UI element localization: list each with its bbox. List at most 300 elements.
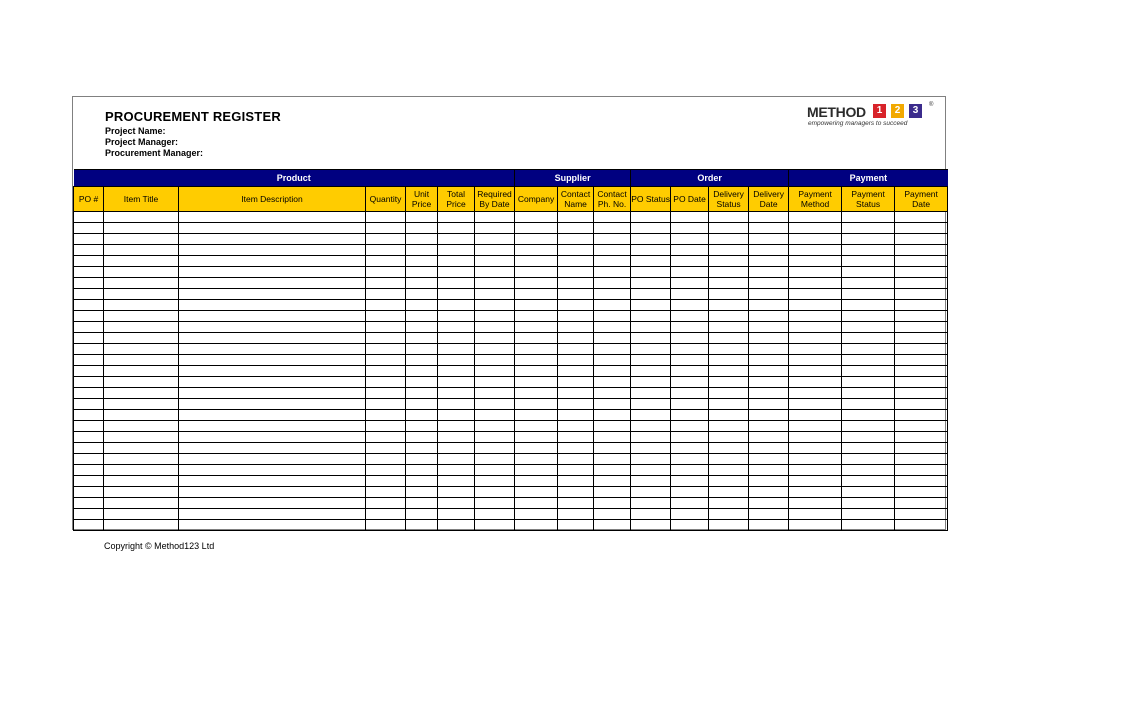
table-cell[interactable]: [74, 311, 104, 322]
table-cell[interactable]: [594, 344, 631, 355]
table-cell[interactable]: [594, 267, 631, 278]
table-cell[interactable]: [631, 498, 671, 509]
table-cell[interactable]: [671, 322, 709, 333]
table-cell[interactable]: [558, 399, 594, 410]
table-cell[interactable]: [671, 520, 709, 531]
table-cell[interactable]: [709, 223, 749, 234]
table-cell[interactable]: [438, 234, 475, 245]
table-cell[interactable]: [558, 388, 594, 399]
table-cell[interactable]: [671, 410, 709, 421]
table-cell[interactable]: [709, 465, 749, 476]
table-cell[interactable]: [631, 476, 671, 487]
table-cell[interactable]: [594, 366, 631, 377]
table-cell[interactable]: [475, 355, 515, 366]
table-cell[interactable]: [895, 388, 948, 399]
table-cell[interactable]: [789, 377, 842, 388]
table-cell[interactable]: [594, 509, 631, 520]
table-cell[interactable]: [179, 355, 366, 366]
table-cell[interactable]: [104, 278, 179, 289]
table-cell[interactable]: [558, 267, 594, 278]
table-cell[interactable]: [842, 399, 895, 410]
table-cell[interactable]: [558, 223, 594, 234]
table-cell[interactable]: [104, 476, 179, 487]
table-cell[interactable]: [438, 432, 475, 443]
table-cell[interactable]: [406, 465, 438, 476]
table-cell[interactable]: [438, 256, 475, 267]
table-cell[interactable]: [671, 212, 709, 223]
table-cell[interactable]: [594, 421, 631, 432]
table-cell[interactable]: [74, 278, 104, 289]
table-cell[interactable]: [74, 212, 104, 223]
table-cell[interactable]: [179, 377, 366, 388]
table-cell[interactable]: [179, 443, 366, 454]
table-cell[interactable]: [594, 498, 631, 509]
table-cell[interactable]: [438, 278, 475, 289]
table-cell[interactable]: [438, 377, 475, 388]
table-cell[interactable]: [671, 498, 709, 509]
table-cell[interactable]: [366, 399, 406, 410]
table-cell[interactable]: [671, 454, 709, 465]
table-cell[interactable]: [749, 355, 789, 366]
table-cell[interactable]: [631, 421, 671, 432]
table-cell[interactable]: [749, 322, 789, 333]
table-cell[interactable]: [366, 520, 406, 531]
table-cell[interactable]: [475, 267, 515, 278]
table-cell[interactable]: [895, 410, 948, 421]
table-cell[interactable]: [515, 234, 558, 245]
table-cell[interactable]: [74, 465, 104, 476]
table-cell[interactable]: [671, 333, 709, 344]
table-cell[interactable]: [842, 487, 895, 498]
table-cell[interactable]: [179, 487, 366, 498]
table-cell[interactable]: [179, 245, 366, 256]
table-cell[interactable]: [631, 212, 671, 223]
table-cell[interactable]: [74, 322, 104, 333]
table-cell[interactable]: [709, 399, 749, 410]
table-cell[interactable]: [671, 465, 709, 476]
table-cell[interactable]: [671, 223, 709, 234]
table-cell[interactable]: [558, 289, 594, 300]
table-cell[interactable]: [594, 300, 631, 311]
table-cell[interactable]: [475, 223, 515, 234]
table-cell[interactable]: [558, 366, 594, 377]
table-cell[interactable]: [631, 322, 671, 333]
table-cell[interactable]: [438, 443, 475, 454]
table-cell[interactable]: [594, 454, 631, 465]
table-cell[interactable]: [104, 487, 179, 498]
table-cell[interactable]: [406, 245, 438, 256]
table-cell[interactable]: [671, 289, 709, 300]
table-cell[interactable]: [594, 289, 631, 300]
table-cell[interactable]: [406, 333, 438, 344]
table-cell[interactable]: [366, 388, 406, 399]
table-cell[interactable]: [475, 278, 515, 289]
table-cell[interactable]: [74, 355, 104, 366]
table-cell[interactable]: [594, 278, 631, 289]
table-cell[interactable]: [366, 333, 406, 344]
table-cell[interactable]: [515, 245, 558, 256]
table-cell[interactable]: [789, 234, 842, 245]
table-cell[interactable]: [631, 355, 671, 366]
table-cell[interactable]: [842, 498, 895, 509]
table-cell[interactable]: [594, 223, 631, 234]
table-cell[interactable]: [438, 223, 475, 234]
table-cell[interactable]: [671, 366, 709, 377]
table-cell[interactable]: [104, 311, 179, 322]
table-cell[interactable]: [671, 234, 709, 245]
table-cell[interactable]: [558, 278, 594, 289]
table-cell[interactable]: [709, 443, 749, 454]
table-cell[interactable]: [749, 245, 789, 256]
table-cell[interactable]: [179, 410, 366, 421]
table-cell[interactable]: [709, 388, 749, 399]
table-cell[interactable]: [842, 410, 895, 421]
table-cell[interactable]: [558, 520, 594, 531]
table-cell[interactable]: [475, 421, 515, 432]
table-cell[interactable]: [475, 498, 515, 509]
table-cell[interactable]: [709, 256, 749, 267]
table-cell[interactable]: [789, 223, 842, 234]
table-cell[interactable]: [749, 234, 789, 245]
table-cell[interactable]: [558, 234, 594, 245]
table-cell[interactable]: [842, 476, 895, 487]
table-cell[interactable]: [366, 410, 406, 421]
table-cell[interactable]: [842, 377, 895, 388]
table-cell[interactable]: [179, 465, 366, 476]
table-cell[interactable]: [709, 267, 749, 278]
table-cell[interactable]: [515, 421, 558, 432]
table-cell[interactable]: [74, 520, 104, 531]
table-cell[interactable]: [842, 289, 895, 300]
table-cell[interactable]: [558, 212, 594, 223]
table-cell[interactable]: [406, 289, 438, 300]
table-cell[interactable]: [558, 245, 594, 256]
table-cell[interactable]: [709, 509, 749, 520]
table-cell[interactable]: [104, 289, 179, 300]
table-cell[interactable]: [179, 267, 366, 278]
table-cell[interactable]: [594, 311, 631, 322]
table-cell[interactable]: [631, 256, 671, 267]
table-cell[interactable]: [558, 498, 594, 509]
table-cell[interactable]: [671, 355, 709, 366]
table-cell[interactable]: [74, 432, 104, 443]
table-cell[interactable]: [671, 300, 709, 311]
table-cell[interactable]: [558, 344, 594, 355]
table-cell[interactable]: [406, 300, 438, 311]
table-cell[interactable]: [406, 388, 438, 399]
table-cell[interactable]: [631, 454, 671, 465]
table-cell[interactable]: [594, 333, 631, 344]
table-cell[interactable]: [842, 388, 895, 399]
table-cell[interactable]: [558, 443, 594, 454]
table-cell[interactable]: [475, 300, 515, 311]
table-cell[interactable]: [789, 311, 842, 322]
table-cell[interactable]: [406, 410, 438, 421]
table-cell[interactable]: [74, 256, 104, 267]
table-cell[interactable]: [749, 509, 789, 520]
table-cell[interactable]: [558, 509, 594, 520]
table-cell[interactable]: [179, 454, 366, 465]
table-cell[interactable]: [709, 300, 749, 311]
table-cell[interactable]: [749, 333, 789, 344]
table-cell[interactable]: [104, 432, 179, 443]
table-cell[interactable]: [366, 487, 406, 498]
table-cell[interactable]: [671, 245, 709, 256]
table-cell[interactable]: [789, 278, 842, 289]
table-cell[interactable]: [558, 322, 594, 333]
table-cell[interactable]: [179, 278, 366, 289]
table-cell[interactable]: [406, 520, 438, 531]
table-cell[interactable]: [671, 256, 709, 267]
table-cell[interactable]: [842, 223, 895, 234]
table-cell[interactable]: [475, 289, 515, 300]
table-cell[interactable]: [179, 333, 366, 344]
table-cell[interactable]: [842, 443, 895, 454]
table-cell[interactable]: [438, 366, 475, 377]
table-cell[interactable]: [179, 476, 366, 487]
table-cell[interactable]: [671, 399, 709, 410]
table-cell[interactable]: [104, 465, 179, 476]
table-cell[interactable]: [895, 333, 948, 344]
table-cell[interactable]: [475, 366, 515, 377]
table-cell[interactable]: [789, 487, 842, 498]
table-cell[interactable]: [475, 333, 515, 344]
table-cell[interactable]: [631, 344, 671, 355]
table-cell[interactable]: [515, 311, 558, 322]
table-cell[interactable]: [179, 234, 366, 245]
table-cell[interactable]: [631, 520, 671, 531]
table-cell[interactable]: [366, 454, 406, 465]
table-cell[interactable]: [406, 487, 438, 498]
table-cell[interactable]: [515, 333, 558, 344]
table-cell[interactable]: [709, 421, 749, 432]
table-cell[interactable]: [895, 256, 948, 267]
table-cell[interactable]: [842, 245, 895, 256]
table-cell[interactable]: [594, 520, 631, 531]
table-cell[interactable]: [671, 432, 709, 443]
table-cell[interactable]: [366, 421, 406, 432]
table-cell[interactable]: [104, 498, 179, 509]
table-cell[interactable]: [558, 465, 594, 476]
table-cell[interactable]: [406, 421, 438, 432]
table-cell[interactable]: [438, 333, 475, 344]
table-cell[interactable]: [475, 443, 515, 454]
table-cell[interactable]: [749, 432, 789, 443]
table-cell[interactable]: [104, 410, 179, 421]
table-cell[interactable]: [709, 377, 749, 388]
table-cell[interactable]: [74, 410, 104, 421]
table-cell[interactable]: [709, 498, 749, 509]
table-cell[interactable]: [366, 355, 406, 366]
table-cell[interactable]: [594, 487, 631, 498]
table-cell[interactable]: [406, 399, 438, 410]
table-cell[interactable]: [179, 223, 366, 234]
table-cell[interactable]: [558, 421, 594, 432]
table-cell[interactable]: [475, 465, 515, 476]
table-cell[interactable]: [631, 399, 671, 410]
table-cell[interactable]: [104, 234, 179, 245]
table-cell[interactable]: [842, 234, 895, 245]
table-cell[interactable]: [594, 388, 631, 399]
table-cell[interactable]: [709, 212, 749, 223]
table-cell[interactable]: [895, 278, 948, 289]
table-cell[interactable]: [895, 476, 948, 487]
table-cell[interactable]: [749, 410, 789, 421]
table-cell[interactable]: [366, 278, 406, 289]
table-cell[interactable]: [438, 344, 475, 355]
table-cell[interactable]: [895, 520, 948, 531]
table-cell[interactable]: [366, 223, 406, 234]
table-cell[interactable]: [631, 366, 671, 377]
table-cell[interactable]: [789, 322, 842, 333]
table-cell[interactable]: [749, 212, 789, 223]
table-cell[interactable]: [74, 487, 104, 498]
table-cell[interactable]: [475, 322, 515, 333]
table-cell[interactable]: [74, 421, 104, 432]
table-cell[interactable]: [179, 300, 366, 311]
table-cell[interactable]: [558, 256, 594, 267]
table-cell[interactable]: [895, 245, 948, 256]
table-cell[interactable]: [475, 344, 515, 355]
table-cell[interactable]: [749, 454, 789, 465]
table-cell[interactable]: [366, 300, 406, 311]
table-cell[interactable]: [895, 355, 948, 366]
table-cell[interactable]: [438, 289, 475, 300]
table-cell[interactable]: [842, 322, 895, 333]
table-cell[interactable]: [709, 366, 749, 377]
table-cell[interactable]: [74, 223, 104, 234]
table-cell[interactable]: [406, 377, 438, 388]
table-cell[interactable]: [515, 267, 558, 278]
table-cell[interactable]: [515, 410, 558, 421]
table-cell[interactable]: [749, 300, 789, 311]
table-cell[interactable]: [895, 377, 948, 388]
table-cell[interactable]: [104, 355, 179, 366]
table-cell[interactable]: [406, 267, 438, 278]
table-cell[interactable]: [749, 520, 789, 531]
table-cell[interactable]: [789, 432, 842, 443]
table-cell[interactable]: [475, 399, 515, 410]
table-cell[interactable]: [842, 465, 895, 476]
table-cell[interactable]: [789, 410, 842, 421]
table-cell[interactable]: [842, 267, 895, 278]
table-cell[interactable]: [631, 377, 671, 388]
table-cell[interactable]: [558, 487, 594, 498]
table-cell[interactable]: [631, 443, 671, 454]
table-cell[interactable]: [895, 311, 948, 322]
table-cell[interactable]: [475, 520, 515, 531]
table-cell[interactable]: [631, 487, 671, 498]
table-cell[interactable]: [104, 267, 179, 278]
table-cell[interactable]: [709, 245, 749, 256]
table-cell[interactable]: [749, 256, 789, 267]
table-cell[interactable]: [366, 322, 406, 333]
table-cell[interactable]: [558, 355, 594, 366]
table-cell[interactable]: [789, 355, 842, 366]
table-cell[interactable]: [179, 366, 366, 377]
table-cell[interactable]: [74, 366, 104, 377]
table-cell[interactable]: [179, 311, 366, 322]
table-cell[interactable]: [631, 223, 671, 234]
table-cell[interactable]: [515, 256, 558, 267]
table-cell[interactable]: [789, 366, 842, 377]
table-cell[interactable]: [558, 410, 594, 421]
table-cell[interactable]: [74, 300, 104, 311]
table-cell[interactable]: [104, 223, 179, 234]
table-cell[interactable]: [475, 377, 515, 388]
table-cell[interactable]: [558, 300, 594, 311]
table-cell[interactable]: [842, 344, 895, 355]
table-cell[interactable]: [631, 289, 671, 300]
table-cell[interactable]: [895, 454, 948, 465]
table-cell[interactable]: [749, 388, 789, 399]
table-cell[interactable]: [671, 344, 709, 355]
table-cell[interactable]: [709, 454, 749, 465]
table-cell[interactable]: [631, 432, 671, 443]
table-cell[interactable]: [406, 234, 438, 245]
table-cell[interactable]: [895, 234, 948, 245]
table-cell[interactable]: [475, 432, 515, 443]
table-cell[interactable]: [104, 344, 179, 355]
table-cell[interactable]: [842, 278, 895, 289]
table-cell[interactable]: [709, 476, 749, 487]
table-cell[interactable]: [594, 234, 631, 245]
table-cell[interactable]: [631, 267, 671, 278]
table-cell[interactable]: [515, 322, 558, 333]
table-cell[interactable]: [179, 322, 366, 333]
table-cell[interactable]: [594, 355, 631, 366]
table-cell[interactable]: [515, 377, 558, 388]
table-cell[interactable]: [515, 465, 558, 476]
table-cell[interactable]: [475, 410, 515, 421]
table-cell[interactable]: [475, 256, 515, 267]
table-cell[interactable]: [842, 454, 895, 465]
table-cell[interactable]: [438, 476, 475, 487]
table-cell[interactable]: [179, 509, 366, 520]
table-cell[interactable]: [74, 267, 104, 278]
table-cell[interactable]: [366, 366, 406, 377]
table-cell[interactable]: [475, 388, 515, 399]
table-cell[interactable]: [789, 498, 842, 509]
table-cell[interactable]: [366, 377, 406, 388]
table-cell[interactable]: [749, 498, 789, 509]
table-cell[interactable]: [104, 212, 179, 223]
table-cell[interactable]: [594, 256, 631, 267]
table-cell[interactable]: [671, 311, 709, 322]
table-cell[interactable]: [594, 443, 631, 454]
table-cell[interactable]: [749, 421, 789, 432]
table-cell[interactable]: [438, 520, 475, 531]
table-cell[interactable]: [74, 476, 104, 487]
table-cell[interactable]: [438, 245, 475, 256]
table-cell[interactable]: [515, 223, 558, 234]
table-cell[interactable]: [406, 366, 438, 377]
table-cell[interactable]: [631, 509, 671, 520]
table-cell[interactable]: [438, 509, 475, 520]
table-cell[interactable]: [895, 223, 948, 234]
table-cell[interactable]: [104, 520, 179, 531]
table-cell[interactable]: [406, 509, 438, 520]
table-cell[interactable]: [515, 399, 558, 410]
table-cell[interactable]: [438, 311, 475, 322]
table-cell[interactable]: [515, 278, 558, 289]
table-cell[interactable]: [749, 311, 789, 322]
table-cell[interactable]: [749, 399, 789, 410]
table-cell[interactable]: [709, 520, 749, 531]
table-cell[interactable]: [179, 421, 366, 432]
table-cell[interactable]: [749, 289, 789, 300]
table-cell[interactable]: [789, 256, 842, 267]
